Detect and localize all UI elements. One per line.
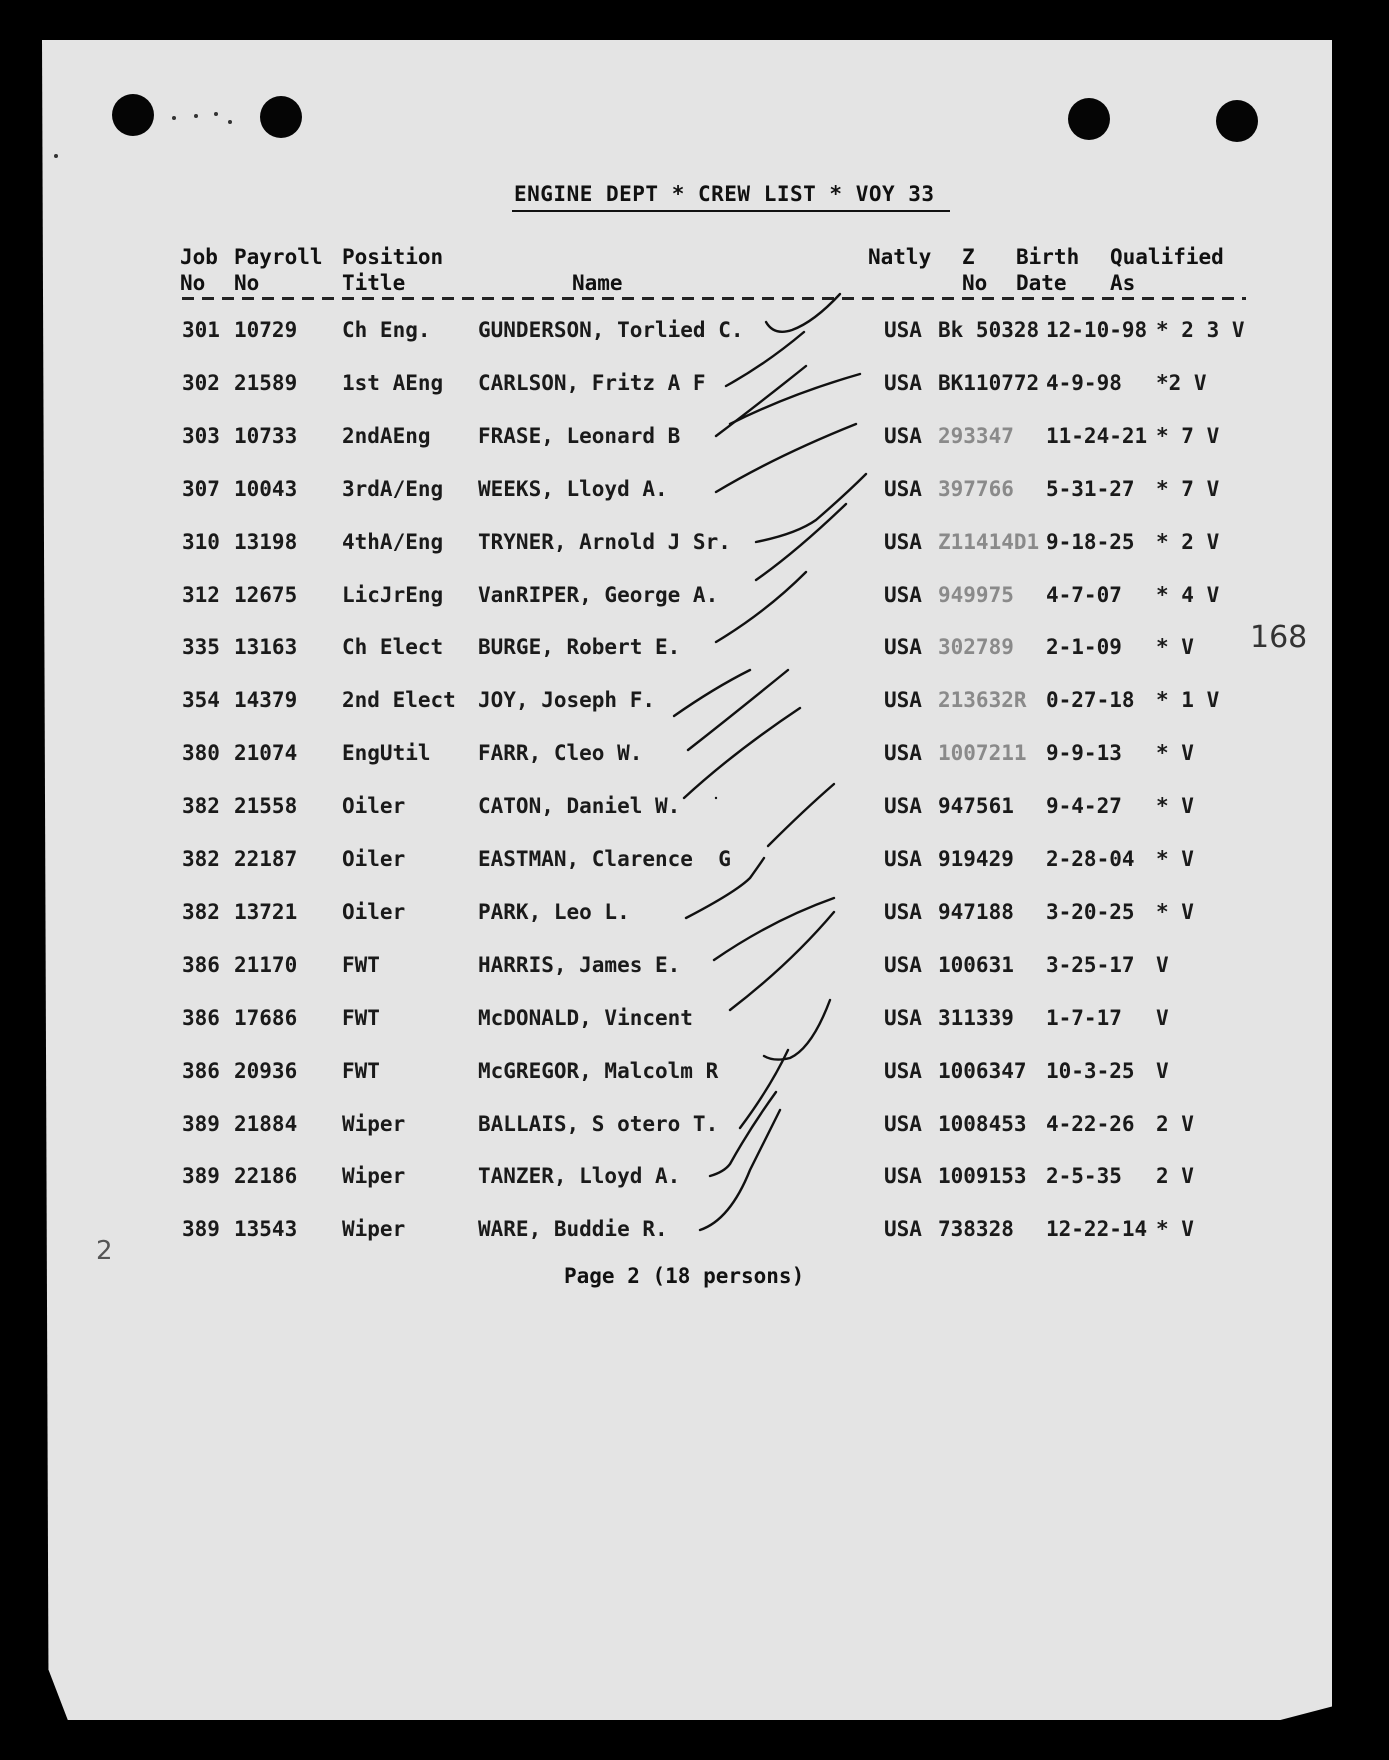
nationality-cell: USA: [884, 899, 922, 924]
job-cell: 389: [182, 1111, 220, 1136]
payroll-cell: 21074: [234, 741, 298, 766]
name-cell: TANZER, Lloyd A.: [478, 1164, 681, 1189]
payroll-cell: 20936: [234, 1058, 298, 1083]
qualified-cell: * 2 3 V: [1156, 318, 1245, 342]
nationality-cell: USA: [884, 582, 922, 607]
header-payroll-line1: Payroll: [234, 245, 323, 269]
birth-date-cell: 0-27-18: [1046, 688, 1135, 713]
check-mark: [730, 374, 860, 424]
birth-date-cell: 11-24-21: [1046, 423, 1148, 448]
header-natly: Natly: [868, 245, 932, 269]
check-mark: [684, 708, 800, 798]
qualified-cell: V: [1156, 1058, 1169, 1083]
name-cell: TRYNER, Arnold J Sr.: [478, 529, 731, 554]
birth-date-cell: 4-9-98: [1046, 370, 1122, 395]
name-cell: WEEKS, Lloyd A.: [478, 476, 668, 501]
job-cell: 312: [182, 582, 220, 607]
position-cell: LicJrEng: [342, 582, 444, 607]
payroll-cell: 10729: [234, 318, 298, 342]
check-mark: [716, 572, 806, 642]
job-cell: 380: [182, 741, 220, 766]
z-number-cell: 949975: [938, 582, 1014, 607]
z-number-cell: Z11414D1: [938, 529, 1040, 554]
name-cell: GUNDERSON, Torlied C.: [478, 318, 744, 342]
header-z-line1: Z: [962, 245, 975, 269]
document-title: ENGINE DEPT * CREW LIST * VOY 33: [514, 182, 935, 206]
qualified-cell: V: [1156, 952, 1169, 977]
nationality-cell: USA: [884, 318, 922, 342]
job-cell: 303: [182, 423, 220, 448]
margin-mark: 2: [96, 1236, 113, 1266]
birth-date-cell: 9-9-13: [1046, 741, 1122, 766]
qualified-cell: * 7 V: [1156, 423, 1220, 448]
qualified-cell: * V: [1156, 741, 1194, 766]
job-cell: 302: [182, 370, 220, 395]
name-cell: FRASE, Leonard B: [478, 423, 681, 448]
position-cell: Wiper: [342, 1217, 406, 1242]
payroll-cell: 13721: [234, 899, 298, 924]
header-birth-line2: Date: [1016, 271, 1067, 295]
position-cell: FWT: [342, 1058, 380, 1083]
header-position-line2: Title: [342, 271, 406, 295]
position-cell: EngUtil: [342, 741, 431, 766]
payroll-cell: 12675: [234, 582, 298, 607]
birth-date-cell: 12-10-98: [1046, 318, 1148, 342]
payroll-cell: 17686: [234, 1005, 298, 1030]
check-mark: [756, 474, 866, 542]
qualified-cell: V: [1156, 1005, 1169, 1030]
birth-date-cell: 3-20-25: [1046, 899, 1135, 924]
payroll-cell: 10043: [234, 476, 298, 501]
check-mark: [768, 784, 834, 846]
job-cell: 301: [182, 318, 220, 342]
position-cell: Oiler: [342, 899, 406, 924]
job-cell: 386: [182, 952, 220, 977]
nationality-cell: USA: [884, 1058, 922, 1083]
payroll-cell: 21589: [234, 370, 298, 395]
nationality-cell: USA: [884, 1111, 922, 1136]
qualified-cell: 2 V: [1156, 1164, 1194, 1189]
z-number-cell: Bk 50328: [938, 318, 1040, 342]
nationality-cell: USA: [884, 1217, 922, 1242]
birth-date-cell: 10-3-25: [1046, 1058, 1135, 1083]
check-mark: [756, 504, 846, 580]
birth-date-cell: 1-7-17: [1046, 1005, 1122, 1030]
job-cell: 382: [182, 794, 220, 819]
qualified-cell: *2 V: [1156, 370, 1207, 395]
job-cell: 307: [182, 476, 220, 501]
job-cell: 386: [182, 1005, 220, 1030]
check-mark: [764, 1000, 830, 1060]
payroll-cell: 22187: [234, 847, 298, 871]
name-cell: VanRIPER, George A.: [478, 582, 719, 607]
job-cell: 382: [182, 899, 220, 924]
birth-date-cell: 9-4-27: [1046, 794, 1122, 819]
payroll-cell: 10733: [234, 423, 298, 448]
check-mark: [714, 898, 834, 960]
birth-date-cell: 12-22-14: [1046, 1217, 1148, 1242]
name-cell: WARE, Buddie R.: [478, 1217, 668, 1242]
qualified-cell: * V: [1156, 1217, 1194, 1242]
payroll-cell: 21884: [234, 1111, 298, 1136]
payroll-cell: 21170: [234, 952, 298, 977]
position-cell: 2nd Elect: [342, 688, 456, 713]
check-mark: [710, 1092, 776, 1176]
name-cell: EASTMAN, Clarence G: [478, 847, 731, 871]
z-number-cell: 100631: [938, 952, 1014, 977]
nationality-cell: USA: [884, 423, 922, 448]
check-mark: [730, 912, 834, 1010]
position-cell: Wiper: [342, 1164, 406, 1189]
check-mark: [766, 294, 840, 332]
nationality-cell: USA: [884, 688, 922, 713]
nationality-cell: USA: [884, 476, 922, 501]
job-cell: 310: [182, 529, 220, 554]
job-cell: 386: [182, 1058, 220, 1083]
nationality-cell: USA: [884, 741, 922, 766]
z-number-cell: 1008453: [938, 1111, 1027, 1136]
payroll-cell: 13543: [234, 1217, 298, 1242]
name-cell: McDONALD, Vincent: [478, 1005, 693, 1030]
nationality-cell: USA: [884, 635, 922, 660]
position-cell: 2ndAEng: [342, 423, 431, 448]
nationality-cell: USA: [884, 1164, 922, 1189]
job-cell: 354: [182, 688, 220, 713]
header-qualified-line1: Qualified: [1110, 245, 1224, 269]
position-cell: FWT: [342, 1005, 380, 1030]
z-number-cell: 302789: [938, 635, 1014, 660]
page-footer: Page 2 (18 persons): [564, 1264, 805, 1288]
z-number-cell: 397766: [938, 476, 1014, 501]
birth-date-cell: 3-25-17: [1046, 952, 1135, 977]
qualified-cell: * V: [1156, 794, 1194, 819]
qualified-cell: 2 V: [1156, 1111, 1194, 1136]
payroll-cell: 14379: [234, 688, 298, 713]
payroll-cell: 13163: [234, 635, 298, 660]
check-mark: [688, 670, 788, 750]
nationality-cell: USA: [884, 952, 922, 977]
z-number-cell: 738328: [938, 1217, 1014, 1242]
payroll-cell: 13198: [234, 529, 298, 554]
nationality-cell: USA: [884, 847, 922, 871]
name-cell: CATON, Daniel W.: [478, 794, 681, 819]
z-number-cell: 947188: [938, 899, 1014, 924]
birth-date-cell: 2-28-04: [1046, 847, 1135, 871]
check-mark: [716, 424, 856, 492]
qualified-cell: * V: [1156, 899, 1194, 924]
name-cell: CARLSON, Fritz A F: [478, 370, 706, 395]
job-cell: 335: [182, 635, 220, 660]
qualified-cell: * 7 V: [1156, 476, 1220, 501]
header-job-line1: Job: [180, 245, 218, 269]
check-mark: [686, 858, 764, 918]
z-number-cell: 1007211: [938, 741, 1027, 766]
birth-date-cell: 2-5-35: [1046, 1164, 1122, 1189]
birth-date-cell: 2-1-09: [1046, 635, 1122, 660]
z-number-cell: 919429: [938, 847, 1014, 871]
name-cell: PARK, Leo L.: [478, 899, 630, 924]
position-cell: Oiler: [342, 794, 406, 819]
job-cell: 389: [182, 1217, 220, 1242]
position-cell: Wiper: [342, 1111, 406, 1136]
qualified-cell: * 4 V: [1156, 582, 1220, 607]
z-number-cell: 311339: [938, 1005, 1014, 1030]
name-cell: BURGE, Robert E.: [478, 635, 681, 660]
position-cell: Ch Eng.: [342, 318, 431, 342]
z-number-cell: 1006347: [938, 1058, 1027, 1083]
header-job-line2: No: [180, 271, 206, 295]
check-mark: [740, 1050, 788, 1128]
birth-date-cell: 4-7-07: [1046, 582, 1122, 607]
qualified-cell: * 2 V: [1156, 529, 1220, 554]
header-position-line1: Position: [342, 245, 444, 269]
name-cell: BALLAIS, S otero T.: [478, 1111, 719, 1136]
z-number-cell: 1009153: [938, 1164, 1027, 1189]
check-mark: [716, 366, 806, 436]
position-cell: Ch Elect: [342, 635, 444, 660]
name-cell: JOY, Joseph F.: [478, 688, 656, 713]
nationality-cell: USA: [884, 529, 922, 554]
nationality-cell: USA: [884, 1005, 922, 1030]
z-number-cell: 293347: [938, 423, 1014, 448]
name-cell: FARR, Cleo W.: [478, 741, 643, 766]
z-number-cell: 213632R: [938, 688, 1027, 713]
nationality-cell: USA: [884, 370, 922, 395]
header-birth-line1: Birth: [1016, 245, 1080, 269]
position-cell: FWT: [342, 952, 380, 977]
z-number-cell: BK110772: [938, 370, 1040, 395]
page-stamp-number: 168: [1250, 620, 1308, 655]
name-cell: HARRIS, James E.: [478, 952, 681, 977]
payroll-cell: 21558: [234, 794, 298, 819]
job-cell: 382: [182, 847, 220, 871]
qualified-cell: * V: [1156, 847, 1194, 871]
position-cell: 1st AEng: [342, 370, 444, 395]
nationality-cell: USA: [884, 794, 922, 819]
birth-date-cell: 4-22-26: [1046, 1111, 1135, 1136]
birth-date-cell: 9-18-25: [1046, 529, 1135, 554]
job-cell: 389: [182, 1164, 220, 1189]
qualified-cell: * 1 V: [1156, 688, 1220, 713]
header-z-line2: No: [962, 271, 988, 295]
position-cell: 3rdA/Eng: [342, 476, 444, 501]
birth-date-cell: 5-31-27: [1046, 476, 1135, 501]
name-cell: McGREGOR, Malcolm R: [478, 1058, 719, 1083]
payroll-cell: 22186: [234, 1164, 298, 1189]
position-cell: 4thA/Eng: [342, 529, 444, 554]
header-qualified-line2: As: [1110, 271, 1136, 295]
qualified-cell: * V: [1156, 635, 1194, 660]
position-cell: Oiler: [342, 847, 406, 871]
z-number-cell: 947561: [938, 794, 1014, 819]
header-name: Name: [572, 271, 623, 295]
header-payroll-line2: No: [234, 271, 260, 295]
